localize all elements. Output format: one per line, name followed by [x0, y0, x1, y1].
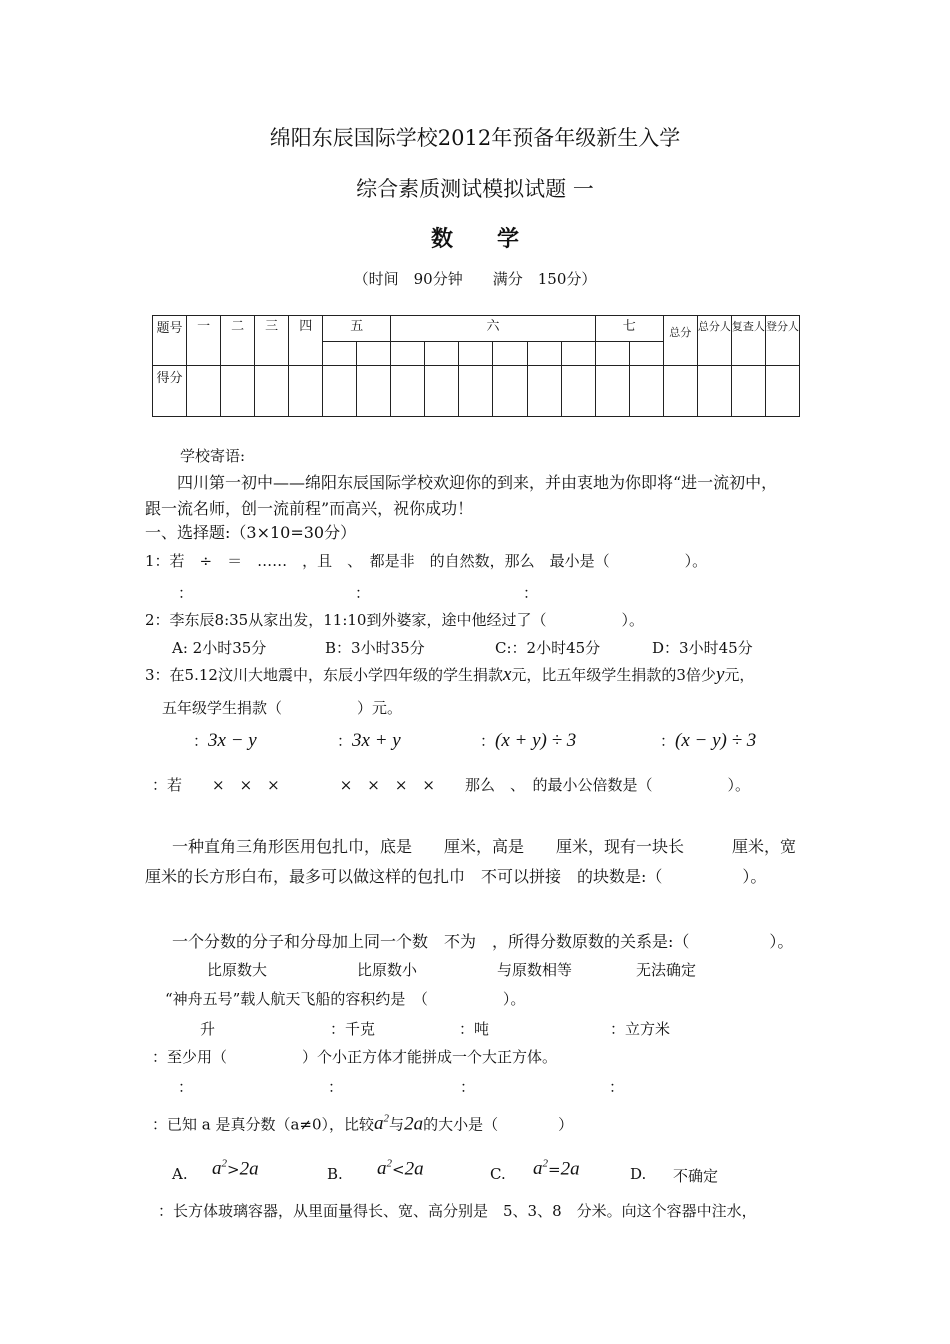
q1-option: ： [178, 584, 194, 602]
section1-heading: 一、选择题:（3×10=30分） [145, 523, 357, 542]
q6-option: 与原数相等 [497, 961, 573, 979]
sub-cell [459, 342, 493, 366]
question-1: 1：若 ÷ ＝ …… ，且 、 都是非 的自然数，那么 最小是（ ）。 [145, 552, 708, 570]
q8-option: ： [609, 1078, 625, 1096]
section-7: 七 [595, 316, 663, 342]
q9-part-c: 的大小是（ ） [423, 1115, 574, 1134]
q9-option-b-letter: B. [327, 1165, 343, 1183]
score-cell[interactable] [357, 366, 391, 417]
scorer-header: 总分人 [697, 316, 731, 366]
q9-two-a: 2a [404, 1113, 424, 1135]
score-cell[interactable] [765, 366, 799, 417]
q9-option-a: $a^2>2a$ [212, 1158, 259, 1180]
section-5: 五 [323, 316, 391, 342]
subject-title: 数 学 [430, 226, 519, 252]
time-info: （时间 90分钟 满分 150分） [353, 270, 597, 288]
message-heading: 学校寄语: [180, 447, 246, 465]
q1-option: ： [523, 584, 539, 602]
sub-cell [629, 342, 663, 366]
q8-option: ： [328, 1078, 344, 1096]
q9-part-a: ：已知 a 是真分数（a≠0），比较 [152, 1115, 375, 1134]
message-line2: 跟一流名师，创一流前程”而高兴，祝你成功！ [145, 499, 474, 518]
sub-cell [493, 342, 527, 366]
q6-option: 比原数大 [207, 961, 268, 979]
section-2: 二 [221, 316, 255, 366]
q8-option: ： [460, 1078, 476, 1096]
score-cell[interactable] [255, 366, 289, 417]
sub-cell [561, 342, 595, 366]
q9-option-c: $a^2=2a$ [533, 1158, 580, 1180]
score-cell[interactable] [731, 366, 765, 417]
recorder-header: 登分人 [765, 316, 799, 366]
q7-option: 升 [200, 1020, 216, 1038]
q3-option: ：(x − y) ÷ 3 [660, 730, 757, 751]
q7-option: ：立方米 [610, 1020, 671, 1038]
score-cell[interactable] [663, 366, 697, 417]
question-2: 2：李东辰8:35从家出发，11:10到外婆家，途中他经过了（ ）。 [145, 611, 644, 629]
total-score-header: 总分 [663, 316, 697, 366]
score-cell[interactable] [187, 366, 221, 417]
q3-part-a: 3：在5.12汶川大地震中，东辰小学四年级的学生捐款 [145, 666, 503, 684]
q3-line2: 五年级学生捐款（ ）元。 [162, 699, 403, 717]
q6-option: 比原数小 [357, 961, 418, 979]
sub-cell [425, 342, 459, 366]
question-4: ：若 × × × × × × × 那么 、 的最小公倍数是（ ）。 [152, 776, 750, 794]
q3-expr: 3x − y [208, 730, 257, 751]
score-cell[interactable] [221, 366, 255, 417]
q9-option-d-letter: D. [630, 1165, 647, 1183]
question-9 [152, 1113, 573, 1135]
question-3 [145, 664, 754, 686]
q9-part-b: 与 [389, 1115, 405, 1134]
sub-cell [595, 342, 629, 366]
q9-a-squared: $a^2$ [374, 1113, 390, 1135]
score-cell[interactable] [595, 366, 629, 417]
row-label-question: 题号 [153, 316, 187, 366]
score-cell[interactable] [425, 366, 459, 417]
score-cell[interactable] [459, 366, 493, 417]
title-line2: 综合素质测试模拟试题 一 [356, 177, 594, 201]
section-1: 一 [187, 316, 221, 366]
q2-option-a: A: 2小时35分 [172, 639, 267, 657]
q3-var-y: y [715, 664, 725, 685]
q3-expr: (x − y) ÷ 3 [675, 730, 757, 751]
q2-option-d: D：3小时45分 [652, 639, 753, 657]
score-cell[interactable] [391, 366, 425, 417]
q7-option: ：千克 [330, 1020, 376, 1038]
score-cell[interactable] [289, 366, 323, 417]
q7-option: ：吨 [459, 1020, 490, 1038]
score-cell[interactable] [629, 366, 663, 417]
q9-option-d: 不确定 [673, 1167, 719, 1185]
section-6: 六 [391, 316, 595, 342]
question-5-line1: 一种直角三角形医用包扎巾，底是 厘米，高是 厘米，现有一块长 厘米，宽 [172, 837, 797, 856]
q9-option-c-letter: C. [490, 1165, 506, 1183]
q6-option: 无法确定 [636, 961, 697, 979]
score-table [152, 315, 800, 417]
score-cell[interactable] [697, 366, 731, 417]
q9-option-a-letter: A. [172, 1165, 188, 1183]
message-line1: 四川第一初中——绵阳东辰国际学校欢迎你的到来，并由衷地为你即将“进一流初中， [177, 473, 778, 492]
q2-option-c: C:：2小时45分 [495, 639, 601, 657]
row-label-score: 得分 [153, 366, 187, 417]
score-cell[interactable] [527, 366, 561, 417]
q9-option-b: $a^2<2a$ [377, 1158, 424, 1180]
reviewer-header: 复查人 [731, 316, 765, 366]
q3-var-x: x [502, 664, 512, 685]
score-cell[interactable] [323, 366, 357, 417]
question-5-line2: 厘米的长方形白布，最多可以做这样的包扎巾 不可以拼接 的块数是:（ ）。 [145, 867, 767, 886]
score-cell[interactable] [561, 366, 595, 417]
question-10: ：长方体玻璃容器，从里面量得长、宽、高分别是 5、3、8 分米。向这个容器中注水， [158, 1202, 757, 1220]
section-3: 三 [255, 316, 289, 366]
q1-option: ： [355, 584, 371, 602]
sub-cell [357, 342, 391, 366]
title-line1: 绵阳东辰国际学校2012年预备年级新生入学 [269, 126, 681, 150]
sub-cell [527, 342, 561, 366]
question-6: 一个分数的分子和分母加上同一个数 不为 ，所得分数原数的关系是:（ ）。 [172, 932, 794, 951]
q8-option: ： [178, 1078, 194, 1096]
score-cell[interactable] [493, 366, 527, 417]
q3-part-b: 元，比五年级学生捐款的3倍少 [511, 666, 716, 684]
question-7: “神舟五号”载人航天飞船的容积约是 （ ）。 [165, 990, 526, 1008]
q3-expr: (x + y) ÷ 3 [495, 730, 577, 751]
q3-option: ：(x + y) ÷ 3 [480, 730, 577, 751]
question-8: ：至少用（ ）个小正方体才能拼成一个大正方体。 [152, 1048, 558, 1066]
sub-cell [391, 342, 425, 366]
sub-cell [323, 342, 357, 366]
section-4: 四 [289, 316, 323, 366]
q3-expr: 3x + y [352, 730, 401, 751]
q3-option: ：3x + y [337, 730, 401, 751]
q3-option: ：3x − y [193, 730, 257, 751]
q3-part-c: 元， [724, 666, 755, 684]
q2-option-b: B：3小时35分 [325, 639, 425, 657]
